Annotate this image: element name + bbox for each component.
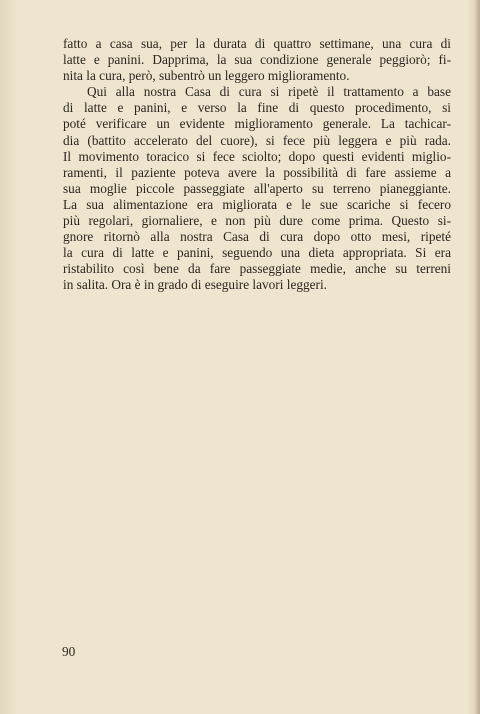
text-line: Il movimento toracico si fece sciolto; dopo questi evidenti miglio- bbox=[63, 148, 451, 164]
text-line: in salita. Ora è in grado di eseguire lavori leggeri. bbox=[63, 277, 327, 293]
text-line: ristabilito così bene da fare passeggiate medie, anche su terreni bbox=[63, 261, 451, 277]
page-number: 90 bbox=[62, 644, 76, 659]
text-line: poté verificare un evidente miglioramento generale. La tachicar- bbox=[63, 116, 451, 132]
text-line: Qui alla nostra Casa di cura si ripetè il trattamento a base bbox=[87, 84, 451, 100]
text-line: La sua alimentazione era migliorata e le sue scariche si fecero bbox=[63, 196, 451, 212]
text-line: fatto a casa sua, per la durata di quattro settimane, una cura di bbox=[63, 36, 451, 51]
text-line: più regolari, giornaliere, e non più dure come prima. Questo si- bbox=[63, 213, 451, 229]
text-line: nita la cura, però, subentrò un leggero miglioramento. bbox=[63, 68, 350, 84]
text-line: ramenti, il paziente poteva avere la possibilità di fare assieme a bbox=[63, 164, 451, 180]
paragraph-2 bbox=[63, 84, 451, 293]
text-line: dia (battito accelerato del cuore), si fece più leggera e più rada. bbox=[63, 132, 451, 148]
body-text bbox=[63, 36, 451, 294]
paragraph-1 bbox=[63, 36, 451, 84]
text-line: di latte e panini, e verso la fine di questo procedimento, si bbox=[63, 100, 451, 116]
text-line: sua moglie piccole passeggiate all'aperto su terreno pianeggiante. bbox=[63, 180, 451, 196]
page-edge-shadow bbox=[474, 0, 480, 714]
text-line: la cura di latte e panini, seguendo una dieta appropriata. Si era bbox=[63, 245, 451, 261]
text-line: gnore ritornò alla nostra Casa di cura dopo otto mesi, ripeté bbox=[63, 229, 451, 245]
text-line: latte e panini. Dapprima, la sua condizione generale peggiorò; fi- bbox=[63, 52, 451, 68]
